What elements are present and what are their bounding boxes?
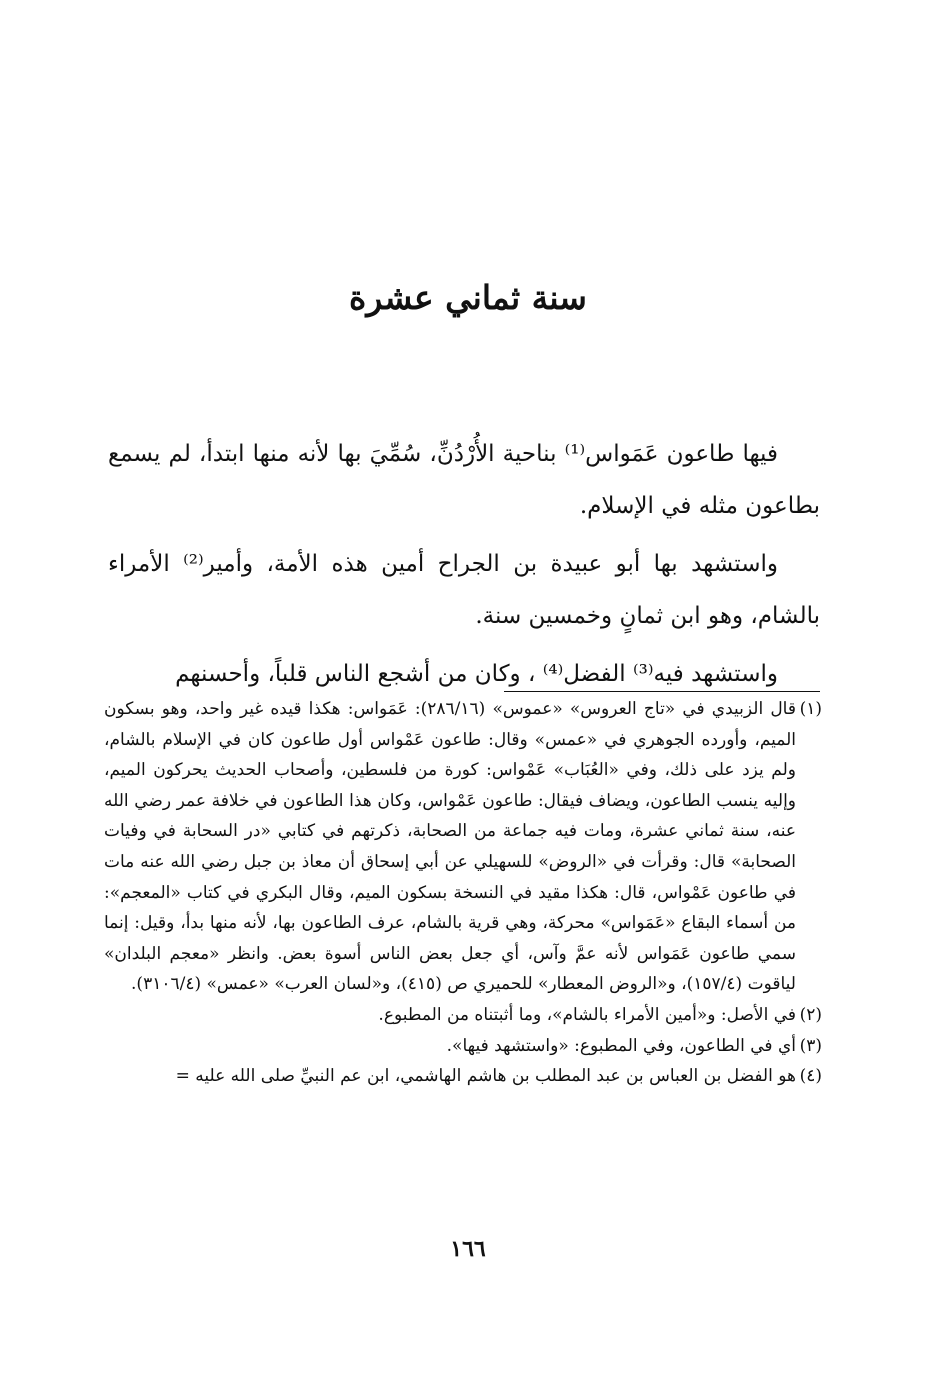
footnote-2 [104, 1000, 822, 1031]
footnotes [104, 694, 822, 1092]
footnote-text: أي في الطاعون، وفي المطبوع: «واستشهد فيها». [446, 1035, 796, 1056]
footnote-number: (٣) [799, 1035, 822, 1056]
page-number: ١٦٦ [450, 1236, 486, 1262]
footnote-4 [104, 1061, 822, 1092]
footnote-1 [104, 694, 822, 1000]
body-paragraph: واستشهد فيه⁽³⁾ الفضل⁽⁴⁾ ، وكان من أشجع الناس قلباً، وأحسنهم [175, 661, 778, 687]
footnote-number: (١) [799, 699, 822, 719]
footnote-text: هو الفضل بن العباس بن عبد المطلب بن هاشم الهاشمي، ابن عم النبيِّ صلى الله عليه = [175, 1066, 796, 1087]
main-text [108, 428, 820, 706]
footnote-number: (٤) [799, 1066, 822, 1087]
footnote-text: قال الزبيدي في «تاج العروس» «عموس» (٢٨٦/١٦): عَمَواس: هكذا قيده غير واحد، وهو بسكون الميم، وأورده الجوهري في «عمس» وقال: طاعون عَمْواس أول طاعون كان في الإسلام بالشام، ولم يزد على ذلك، وفي «العُبَاب» عَمْواس: كورة من فلسطين، وأصحاب الحديث يحركون الميم، وإليه ينسب الطاعون، ويضاف فيقال: طاعون عَمْواس، وكان هذا الطاعون في خلافة عمر رضي الله عنه، سنة ثماني عشرة، ومات فيه جماعة من الصحابة، ذكرتهم في كتابي «در السحابة في وفيات الصحابة» قال: وقرأت في «الروض» للسهيلي عن أبي إسحاق أن معاذ بن جبل رضي الله عنه مات في طاعون عَمْواس، قال: هكذا مقيد في النسخة بسكون الميم، وقال البكري في كتاب «المعجم»: من أسماء البقاع «عَمَواس» محركة، وهي قرية بالشام، عرف الطاعون بها، لأنه منها بدأ، وقيل: إنما سمي طاعون عَمَواس لأنه عمَّ وآس، أي جعل بعض الناس أسوة بعض. وانظر «معجم البلدان» لياقوت (١٥٧/٤)، و«الروض المعطار» للحميري ص (٤١٥)، و«لسان العرب» «عمس» (٣١٠٦/٤). [104, 699, 796, 995]
body-paragraph: فيها طاعون عَمَواس⁽¹⁾ بناحية الأُرْدُنِّ، سُمِّيَ بها لأنه منها ابتدأ، لم يسمع بطاعون مثله في الإسلام. [108, 441, 820, 519]
footnote-separator [504, 691, 820, 692]
body-paragraph: واستشهد بها أبو عبيدة بن الجراح أمين هذه الأمة، وأمير⁽²⁾ الأمراء بالشام، وهو ابن ثمانٍ وخمسين سنة. [108, 551, 820, 629]
page-title: سنة ثماني عشرة [349, 278, 587, 317]
footnote-3 [104, 1031, 822, 1062]
footnote-number: (٢) [799, 1004, 822, 1025]
footnote-text: في الأصل: و«أمين الأمراء بالشام»، وما أثبتناه من المطبوع. [378, 1004, 796, 1025]
